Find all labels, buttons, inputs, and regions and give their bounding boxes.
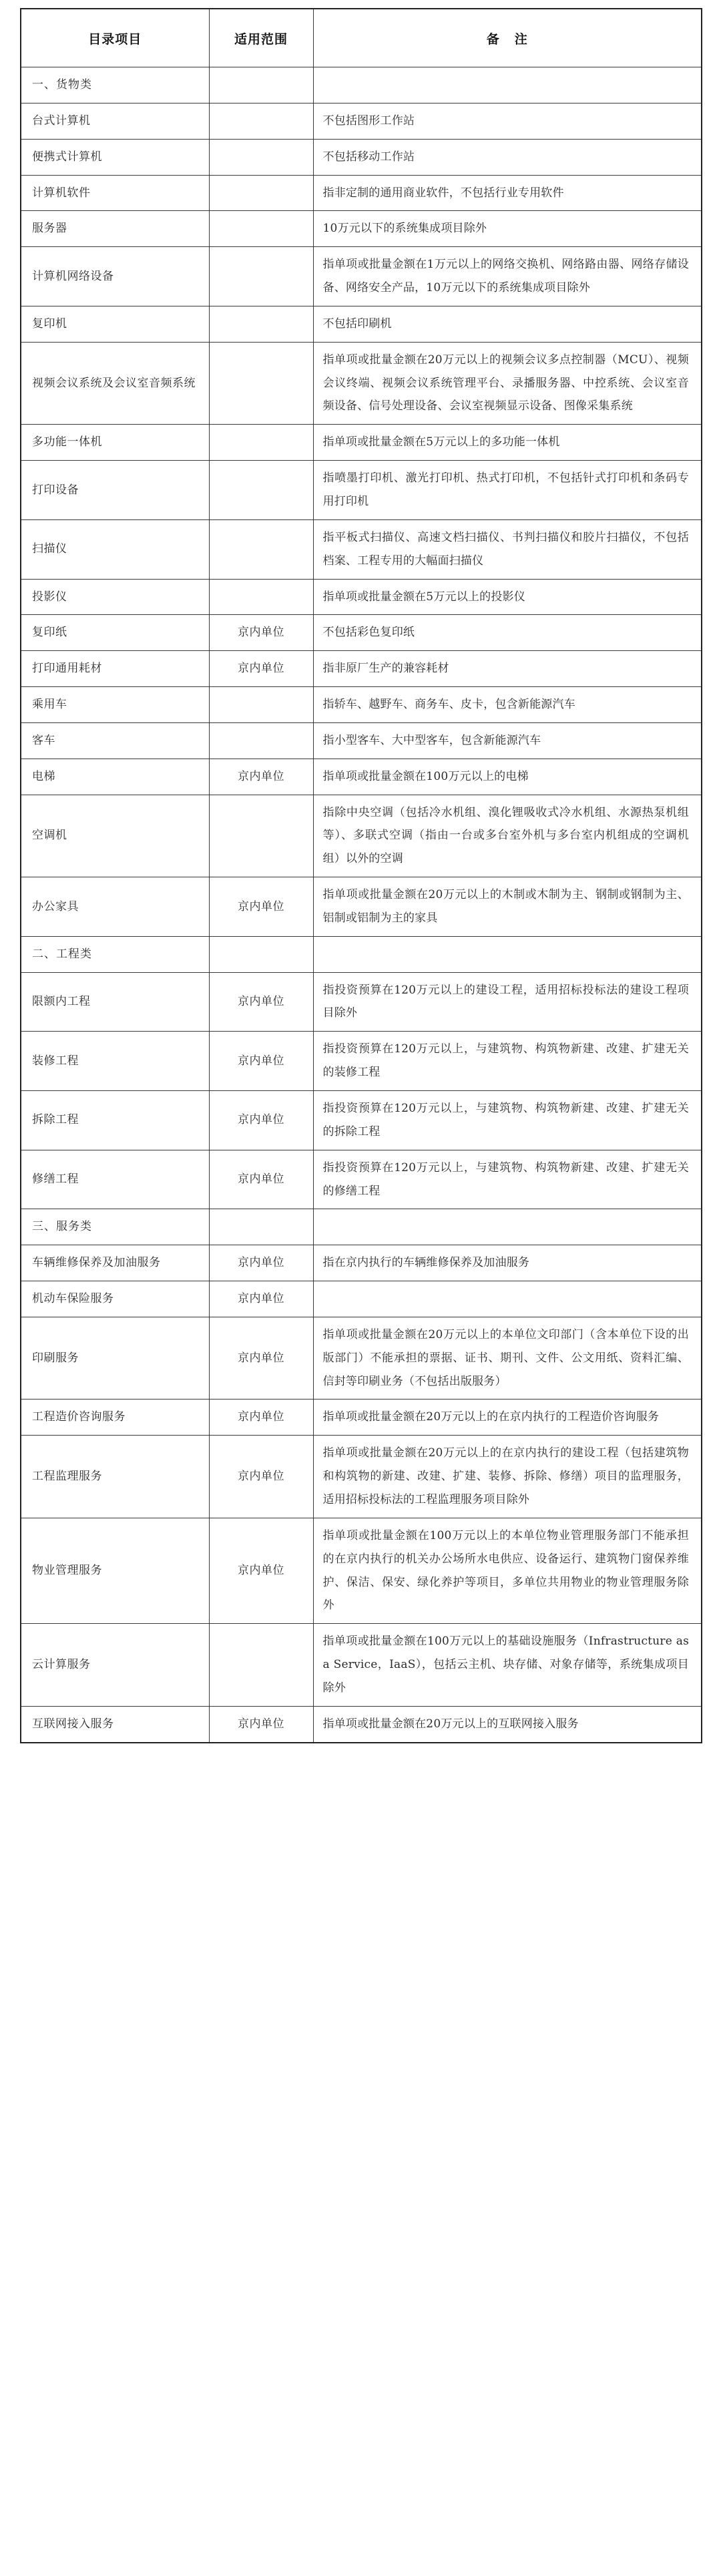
- cell-remark: 指小型客车、大中型客车，包含新能源汽车: [313, 722, 702, 759]
- table-row: [21, 425, 702, 461]
- section-row: [21, 67, 702, 103]
- procurement-catalog-table: [20, 8, 702, 1743]
- table-header: [21, 9, 702, 67]
- table-row: [21, 1400, 702, 1436]
- table-row: [21, 211, 702, 247]
- cell-remark: [313, 936, 702, 972]
- cell-item: 云计算服务: [21, 1624, 209, 1707]
- column-header-item: 目录项目: [21, 9, 209, 67]
- cell-scope: [209, 795, 313, 877]
- cell-item: 电梯: [21, 759, 209, 795]
- table-row: [21, 687, 702, 723]
- cell-item: 办公家具: [21, 877, 209, 937]
- table-row: [21, 877, 702, 937]
- cell-scope: [209, 461, 313, 520]
- cell-scope: [209, 67, 313, 103]
- table-row: [21, 139, 702, 175]
- cell-remark: 指平板式扫描仪、高速文档扫描仪、书判扫描仪和胶片扫描仪，不包括档案、工程专用的大幅面扫描仪: [313, 519, 702, 579]
- cell-item: 二、工程类: [21, 936, 209, 972]
- cell-item: 限额内工程: [21, 972, 209, 1032]
- cell-remark: 指投资预算在120万元以上，与建筑物、构筑物新建、改建、扩建无关的拆除工程: [313, 1091, 702, 1150]
- cell-scope: 京内单位: [209, 651, 313, 687]
- cell-item: 互联网接入服务: [21, 1706, 209, 1742]
- table-row: [21, 722, 702, 759]
- cell-remark: 不包括彩色复印纸: [313, 615, 702, 651]
- cell-remark: 指单项或批量金额在5万元以上的投影仪: [313, 579, 702, 615]
- table-row: [21, 103, 702, 139]
- table-row: [21, 306, 702, 342]
- cell-scope: [209, 687, 313, 723]
- table-row: [21, 615, 702, 651]
- cell-remark: 不包括移动工作站: [313, 139, 702, 175]
- table-row: [21, 1436, 702, 1518]
- cell-scope: [209, 936, 313, 972]
- cell-item: 装修工程: [21, 1032, 209, 1091]
- cell-scope: [209, 722, 313, 759]
- table-row: [21, 1091, 702, 1150]
- table-row: [21, 461, 702, 520]
- cell-remark: 指喷墨打印机、激光打印机、热式打印机，不包括针式打印机和条码专用打印机: [313, 461, 702, 520]
- cell-scope: [209, 519, 313, 579]
- header-row: [21, 9, 702, 67]
- table-row: [21, 247, 702, 306]
- cell-remark: 指非原厂生产的兼容耗材: [313, 651, 702, 687]
- cell-item: 便携式计算机: [21, 139, 209, 175]
- cell-remark: 指单项或批量金额在100万元以上的本单位物业管理服务部门不能承担的在京内执行的机关办公场所水电供应、设备运行、建筑物门窗保养维护、保洁、保安、绿化养护等项目，多单位共用物业的物业管理服务除外: [313, 1518, 702, 1623]
- cell-item: 多功能一体机: [21, 425, 209, 461]
- cell-remark: 指单项或批量金额在20万元以上的互联网接入服务: [313, 1706, 702, 1742]
- cell-remark: 不包括图形工作站: [313, 103, 702, 139]
- cell-remark: 不包括印刷机: [313, 306, 702, 342]
- cell-item: 复印机: [21, 306, 209, 342]
- table-row: [21, 1317, 702, 1400]
- cell-item: 复印纸: [21, 615, 209, 651]
- cell-scope: 京内单位: [209, 1150, 313, 1209]
- table-row: [21, 1624, 702, 1707]
- cell-scope: 京内单位: [209, 615, 313, 651]
- cell-scope: 京内单位: [209, 972, 313, 1032]
- cell-item: 拆除工程: [21, 1091, 209, 1150]
- cell-scope: [209, 579, 313, 615]
- cell-scope: [209, 247, 313, 306]
- cell-item: 三、服务类: [21, 1209, 209, 1245]
- cell-item: 计算机网络设备: [21, 247, 209, 306]
- table-row: [21, 579, 702, 615]
- cell-remark: 指单项或批量金额在20万元以上的在京内执行的建设工程（包括建筑物和构筑物的新建、改建、扩建、装修、拆除、修缮）项目的监理服务，适用招标投标法的工程监理服务项目除外: [313, 1436, 702, 1518]
- table-row: [21, 795, 702, 877]
- cell-item: 空调机: [21, 795, 209, 877]
- cell-scope: 京内单位: [209, 877, 313, 937]
- cell-item: 物业管理服务: [21, 1518, 209, 1623]
- cell-scope: [209, 306, 313, 342]
- cell-scope: 京内单位: [209, 1091, 313, 1150]
- cell-remark: 指单项或批量金额在5万元以上的多功能一体机: [313, 425, 702, 461]
- cell-remark: 指单项或批量金额在100万元以上的电梯: [313, 759, 702, 795]
- cell-item: 投影仪: [21, 579, 209, 615]
- cell-item: 客车: [21, 722, 209, 759]
- cell-item: 计算机软件: [21, 175, 209, 211]
- column-header-remark: [313, 9, 702, 67]
- table-row: [21, 972, 702, 1032]
- cell-item: 服务器: [21, 211, 209, 247]
- section-row: [21, 936, 702, 972]
- cell-scope: 京内单位: [209, 759, 313, 795]
- table-row: [21, 1150, 702, 1209]
- cell-item: 工程造价咨询服务: [21, 1400, 209, 1436]
- cell-scope: 京内单位: [209, 1317, 313, 1400]
- table-row: [21, 175, 702, 211]
- table-row: [21, 1245, 702, 1281]
- cell-remark: 指单项或批量金额在1万元以上的网络交换机、网络路由器、网络存储设备、网络安全产品，10万元以下的系统集成项目除外: [313, 247, 702, 306]
- cell-remark: [313, 1209, 702, 1245]
- cell-remark: 指非定制的通用商业软件，不包括行业专用软件: [313, 175, 702, 211]
- cell-scope: 京内单位: [209, 1281, 313, 1317]
- cell-scope: [209, 342, 313, 425]
- cell-item: 打印通用耗材: [21, 651, 209, 687]
- cell-scope: [209, 175, 313, 211]
- cell-item: 台式计算机: [21, 103, 209, 139]
- table-row: [21, 1032, 702, 1091]
- cell-remark: 10万元以下的系统集成项目除外: [313, 211, 702, 247]
- cell-item: 乘用车: [21, 687, 209, 723]
- column-header-scope: 适用范围: [209, 9, 313, 67]
- cell-remark: 指在京内执行的车辆维修保养及加油服务: [313, 1245, 702, 1281]
- cell-scope: 京内单位: [209, 1518, 313, 1623]
- table-row: [21, 519, 702, 579]
- cell-remark: 指单项或批量金额在20万元以上的视频会议多点控制器（MCU）、视频会议终端、视频会议系统管理平台、录播服务器、中控系统、会议室音频设备、信号处理设备、会议室视频显示设备、图像采集系统: [313, 342, 702, 425]
- table-row: [21, 342, 702, 425]
- section-row: [21, 1209, 702, 1245]
- cell-remark: 指轿车、越野车、商务车、皮卡，包含新能源汽车: [313, 687, 702, 723]
- cell-remark: [313, 1281, 702, 1317]
- cell-remark: 指单项或批量金额在20万元以上的本单位文印部门（含本单位下设的出版部门）不能承担的票据、证书、期刊、文件、公文用纸、资料汇编、信封等印刷业务（不包括出版服务）: [313, 1317, 702, 1400]
- cell-scope: 京内单位: [209, 1245, 313, 1281]
- table-body: [21, 67, 702, 1743]
- table-row: [21, 1706, 702, 1742]
- cell-remark: 指除中央空调（包括冷水机组、溴化锂吸收式冷水机组、水源热泵机组等）、多联式空调（指由一台或多台室外机与多台室内机组成的空调机组）以外的空调: [313, 795, 702, 877]
- cell-scope: [209, 139, 313, 175]
- cell-item: 车辆维修保养及加油服务: [21, 1245, 209, 1281]
- cell-item: 机动车保险服务: [21, 1281, 209, 1317]
- cell-item: 工程监理服务: [21, 1436, 209, 1518]
- cell-scope: [209, 103, 313, 139]
- cell-remark: 指单项或批量金额在100万元以上的基础设施服务（Infrastructure as a Service，IaaS），包括云主机、块存储、对象存储等，系统集成项目除外: [313, 1624, 702, 1707]
- cell-item: 一、货物类: [21, 67, 209, 103]
- cell-remark: 指投资预算在120万元以上的建设工程，适用招标投标法的建设工程项目除外: [313, 972, 702, 1032]
- table-row: [21, 1518, 702, 1623]
- cell-item: 修缮工程: [21, 1150, 209, 1209]
- cell-scope: [209, 425, 313, 461]
- cell-scope: 京内单位: [209, 1436, 313, 1518]
- cell-scope: 京内单位: [209, 1706, 313, 1742]
- cell-scope: [209, 211, 313, 247]
- cell-item: 视频会议系统及会议室音频系统: [21, 342, 209, 425]
- cell-scope: [209, 1209, 313, 1245]
- cell-scope: [209, 1624, 313, 1707]
- table-row: [21, 651, 702, 687]
- cell-scope: 京内单位: [209, 1400, 313, 1436]
- table-row: [21, 759, 702, 795]
- cell-item: 印刷服务: [21, 1317, 209, 1400]
- cell-scope: 京内单位: [209, 1032, 313, 1091]
- cell-remark: 指投资预算在120万元以上，与建筑物、构筑物新建、改建、扩建无关的修缮工程: [313, 1150, 702, 1209]
- cell-remark: 指单项或批量金额在20万元以上的在京内执行的工程造价咨询服务: [313, 1400, 702, 1436]
- cell-remark: 指单项或批量金额在20万元以上的木制或木制为主、钢制或钢制为主、铝制或铝制为主的家具: [313, 877, 702, 937]
- cell-item: 扫描仪: [21, 519, 209, 579]
- table-row: [21, 1281, 702, 1317]
- column-header-remark-char1: 备: [486, 31, 500, 47]
- column-header-remark-char2: 注: [514, 31, 528, 47]
- cell-item: 打印设备: [21, 461, 209, 520]
- cell-remark: [313, 67, 702, 103]
- cell-remark: 指投资预算在120万元以上，与建筑物、构筑物新建、改建、扩建无关的装修工程: [313, 1032, 702, 1091]
